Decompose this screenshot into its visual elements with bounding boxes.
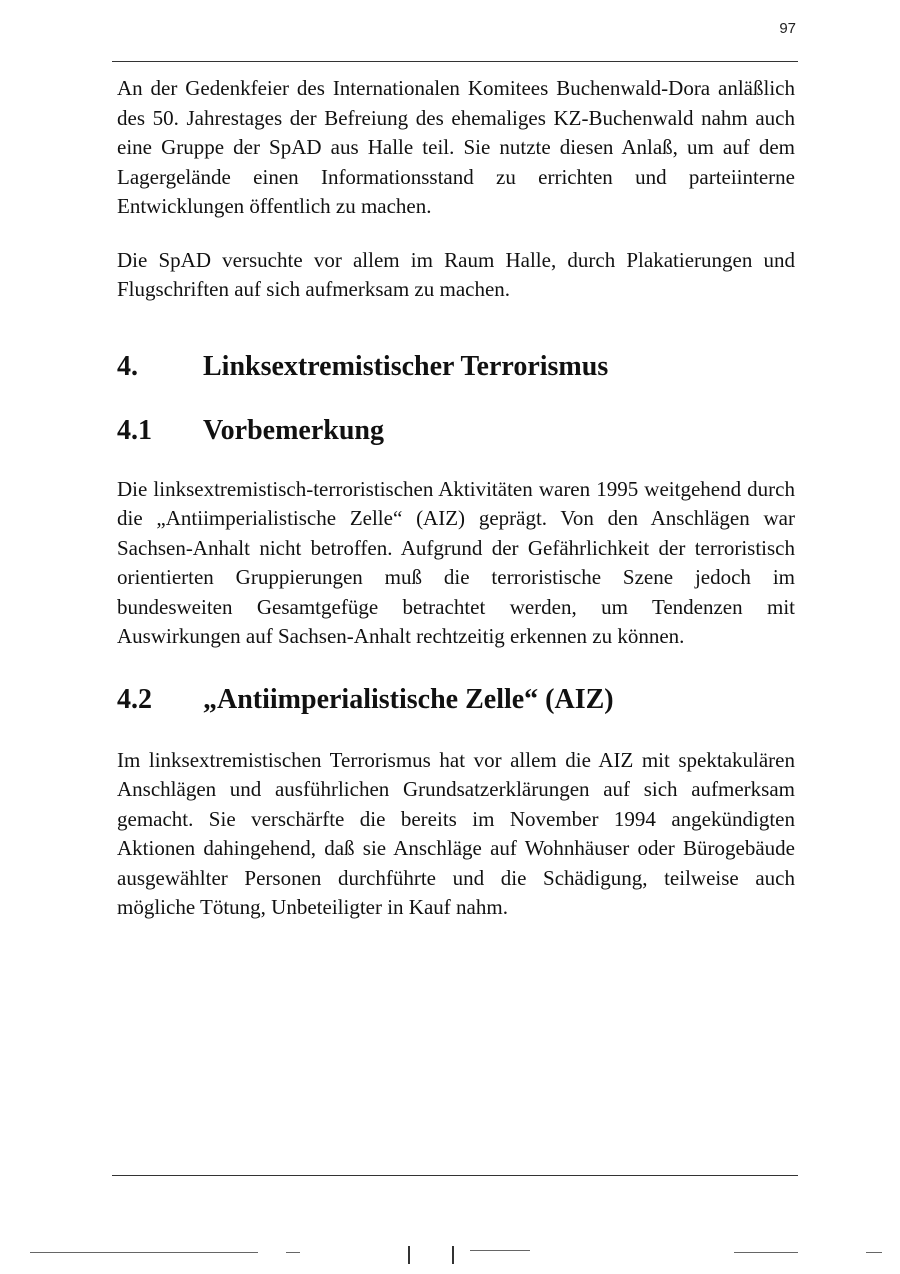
- section-number: 4.: [117, 350, 138, 382]
- section-heading-4-2: [117, 682, 795, 718]
- paragraph-gedenkfeier: An der Gedenkfeier des Internationalen Komitees Buchenwald-Dora anläßlich des 50. Jahrestages der Befreiung des ehemaliges KZ-Buchenwald nahm auch eine Gruppe der SpAD aus Halle teil. Sie nutzte diesen Anlaß, um auf dem Lagergelände einen Informationsstand zu errichten und parteiinterne Entwicklungen öffentlich zu machen.: [117, 76, 795, 218]
- scan-line: [470, 1250, 530, 1251]
- scan-line: [866, 1252, 882, 1253]
- section-title: Linksextremistischer Terrorismus: [203, 350, 609, 382]
- section-heading-4: [117, 349, 795, 385]
- section-number: 4.1: [117, 414, 152, 446]
- section-title: Vorbemerkung: [203, 414, 384, 446]
- scan-line: [30, 1252, 258, 1253]
- section-number: 4.2: [117, 683, 152, 715]
- section-heading-4-1: [117, 413, 795, 449]
- scan-line: [286, 1252, 300, 1253]
- scan-line: [734, 1252, 798, 1253]
- page-body: [117, 74, 795, 923]
- page-number: 97: [779, 20, 796, 37]
- scan-mark: [408, 1246, 410, 1264]
- paragraph-spad-halle: Die SpAD versuchte vor allem im Raum Halle, durch Plakatierungen und Flugschriften auf sich aufmerksam zu machen.: [117, 247, 795, 301]
- scan-mark: [452, 1246, 454, 1264]
- section-title: „Antiimperialistische Zelle“ (AIZ): [203, 683, 614, 715]
- paragraph-vorbemerkung: Die linksextremistisch-terroristischen Aktivitäten waren 1995 weitgehend durch die „Antiimperialistische Zelle“ (AIZ) geprägt. Von den Anschlägen war Sachsen-Anhalt nicht betroffen. Aufgrund der Gefährlichkeit der terroristisch orientierten Gruppierungen muß die terroristische Szene jedoch im bundesweiten Gesamtgefüge betrachtet werden, um Tendenzen mit Auswirkungen auf Sachsen-Anhalt rechtzeitig erkennen zu können.: [117, 476, 795, 648]
- footer-rule: [112, 1175, 798, 1176]
- paragraph-aiz: Im linksextremistischen Terrorismus hat vor allem die AIZ mit spektakulären Anschlägen und ausführlichen Grundsatzerklärungen auf sich aufmerksam gemacht. Sie verschärfte die bereits im November 1994 angekündigten Aktionen dahingehend, daß sie Anschläge auf Wohnhäuser oder Bürogebäude ausgewählter Personen durchführte und die Schädigung, teilweise auch mögliche Tötung, Unbeteiligter in Kauf nahm.: [117, 747, 795, 919]
- header-rule: [112, 61, 798, 62]
- scan-artifacts: [0, 1230, 900, 1274]
